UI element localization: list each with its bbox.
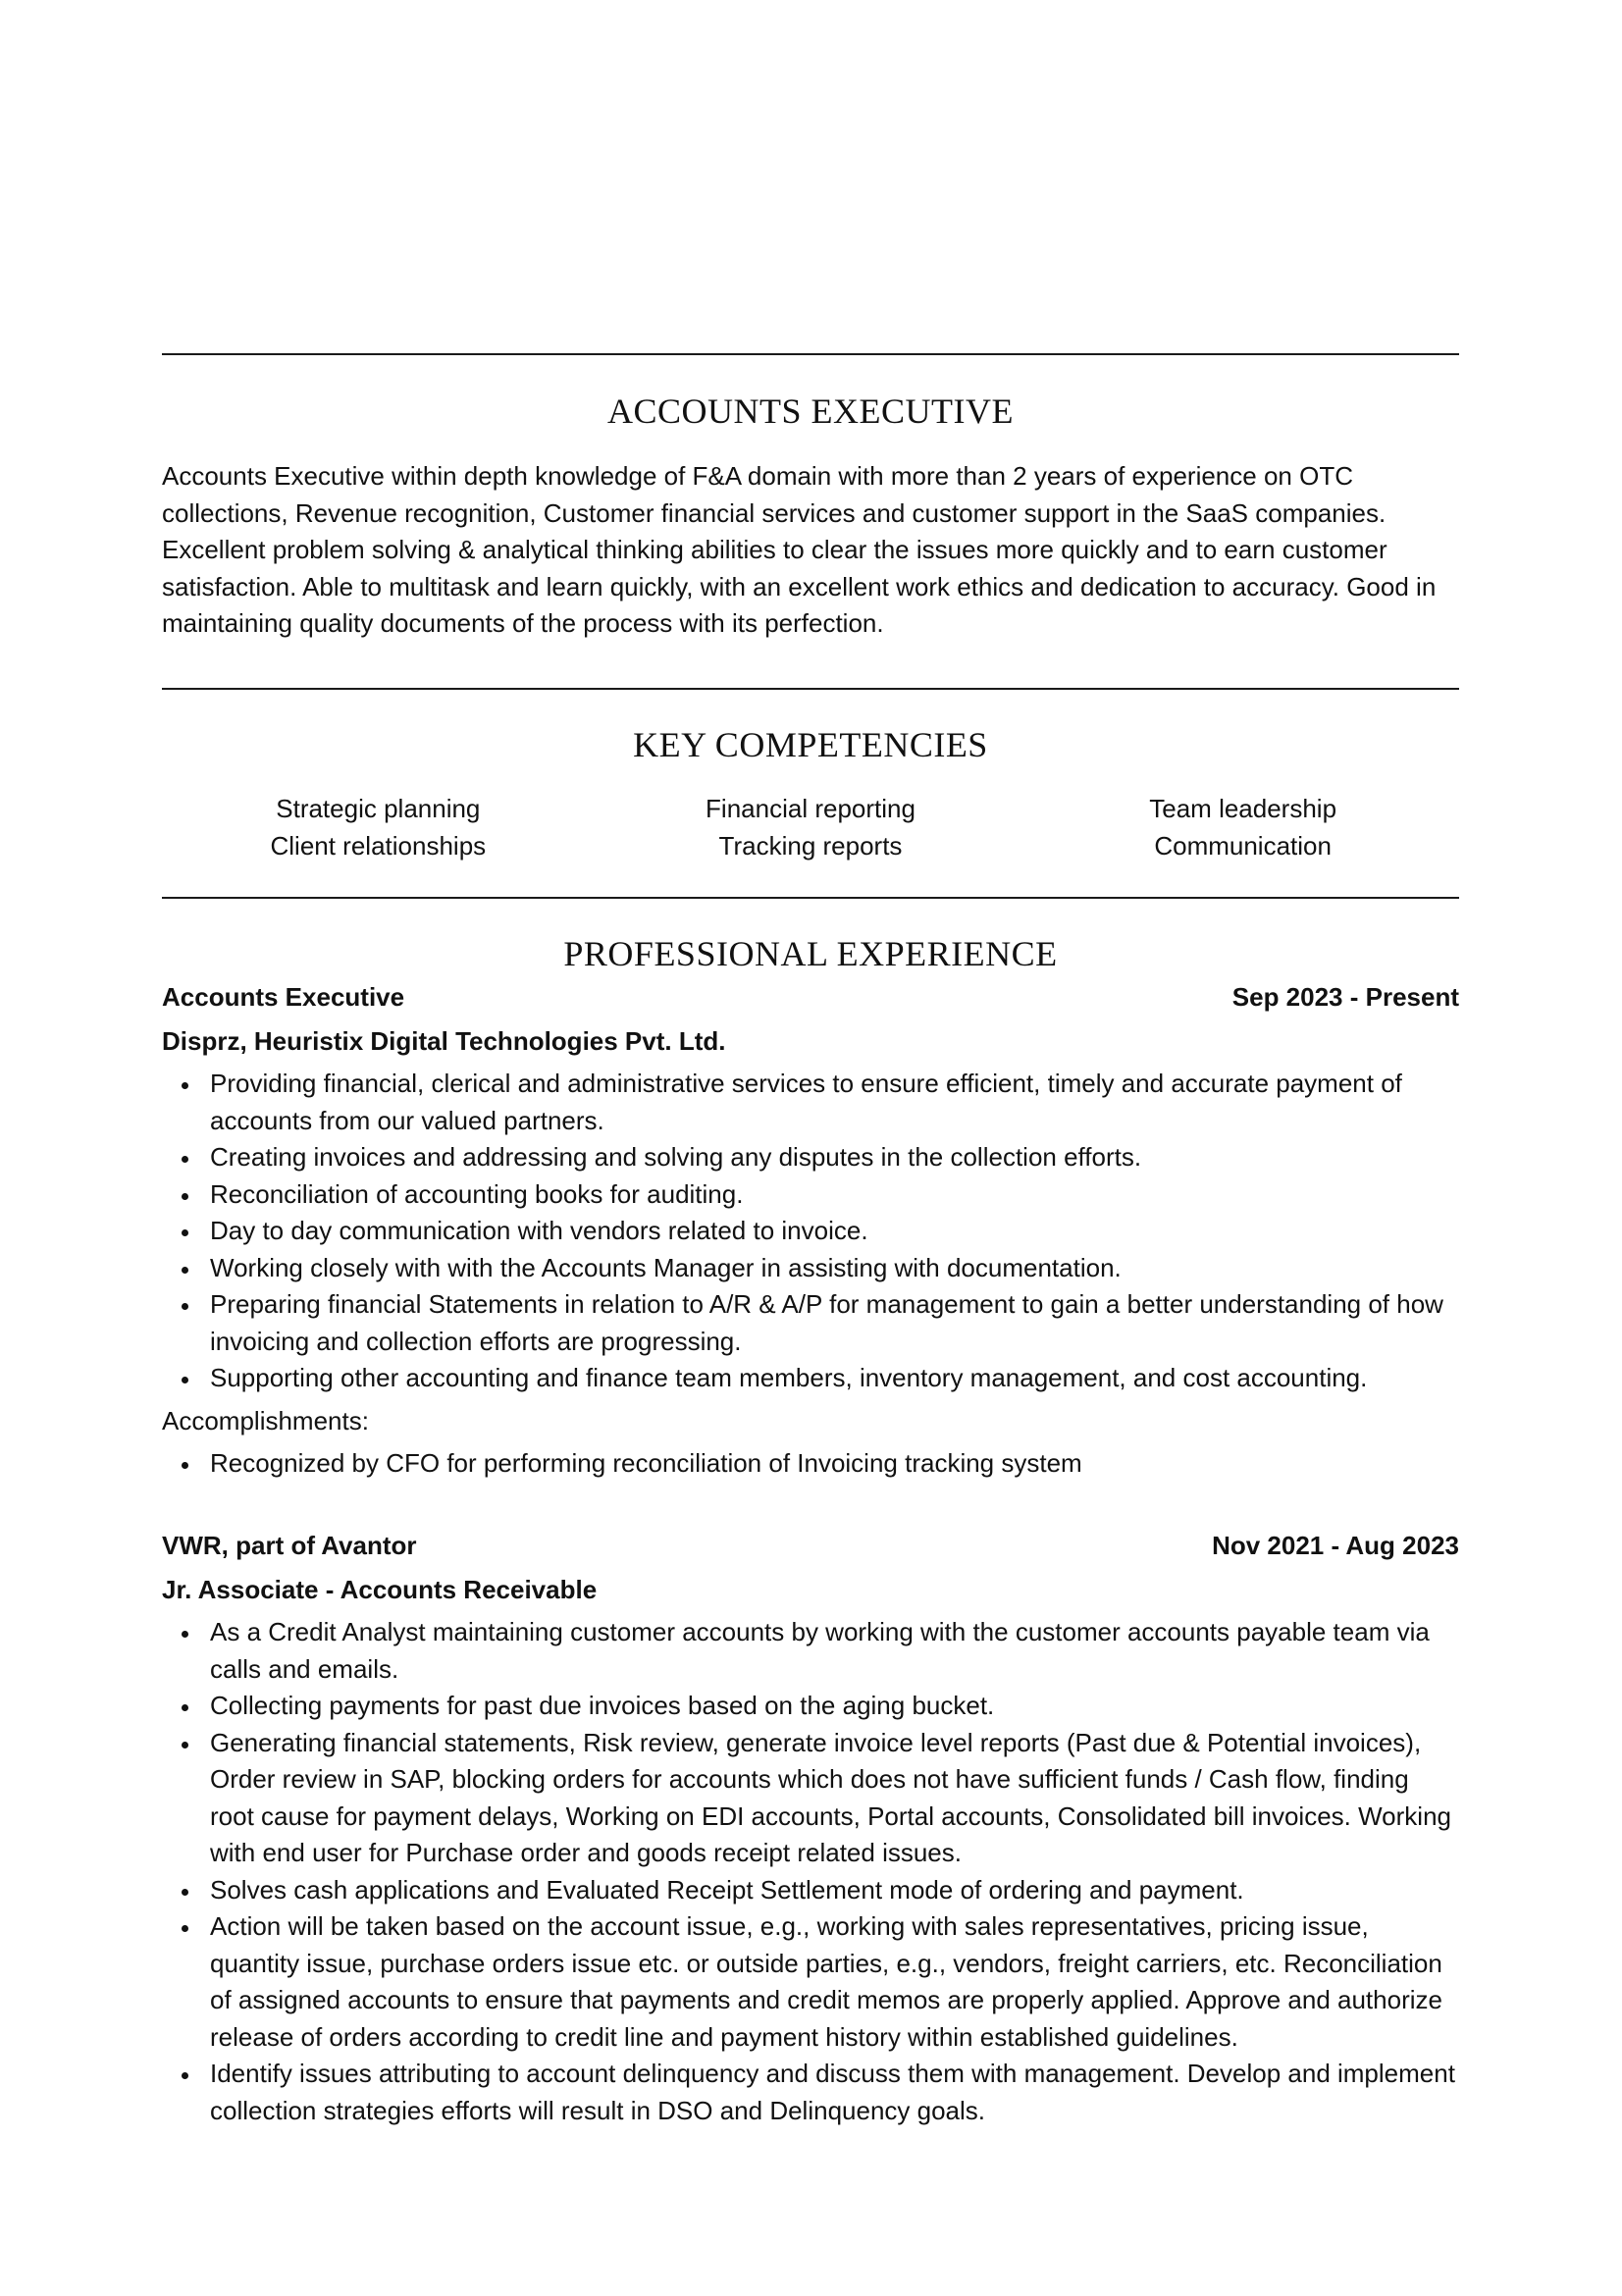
list-item: Generating financial statements, Risk review, generate invoice level reports (Past due & Potential invoices), Order review in SAP, blocking orders for accounts which does not have sufficient funds / Cash flow, finding root cause for payment delays, Working on EDI accounts, Portal accounts, Consolidated bill invoices. Working with end user for Purchase order and goods receipt related issues.	[162, 1725, 1459, 1872]
list-item: Recognized by CFO for performing reconciliation of Invoicing tracking system	[162, 1445, 1459, 1483]
job-title: Jr. Associate - Accounts Receivable	[162, 1574, 598, 1604]
competency-item: Client relationships	[270, 830, 487, 861]
job-title: Accounts Executive	[162, 982, 405, 1012]
job-entry	[162, 979, 1459, 1483]
section-divider	[162, 897, 1459, 899]
competency-item: Financial reporting	[706, 794, 916, 823]
section-divider	[162, 353, 1459, 355]
job-dates: Sep 2023 - Present	[1231, 982, 1459, 1012]
competencies-title: KEY COMPETENCIES	[633, 725, 988, 764]
list-item: Creating invoices and addressing and solving any disputes in the collection efforts.	[162, 1139, 1459, 1176]
job-duties-list	[162, 1614, 1459, 2129]
competency-item: Team leadership	[1149, 794, 1337, 823]
job-header	[162, 979, 1459, 1017]
competency-item: Tracking reports	[718, 830, 903, 861]
list-item: Providing financial, clerical and administrative services to ensure efficient, timely and accurate payment of accounts from our valued partners.	[162, 1066, 1459, 1139]
summary-title: ACCOUNTS EXECUTIVE	[607, 391, 1014, 431]
job-dates: Nov 2021 - Aug 2023	[1212, 1531, 1459, 1560]
list-item: Reconciliation of accounting books for auditing.	[162, 1176, 1459, 1214]
list-item: Collecting payments for past due invoices based on the aging bucket.	[162, 1688, 1459, 1725]
list-item: Working closely with with the Accounts Manager in assisting with documentation.	[162, 1250, 1459, 1287]
list-item: Day to day communication with vendors related to invoice.	[162, 1213, 1459, 1250]
job-header	[162, 1528, 1459, 1565]
list-item: As a Credit Analyst maintaining customer accounts by working with the customer accounts payable team via calls and emails.	[162, 1614, 1459, 1688]
job-duties-list	[162, 1066, 1459, 1397]
list-item: Identify issues attributing to account delinquency and discuss them with management. Develop and implement collection strategies efforts will result in DSO and Delinquency goals.	[162, 2056, 1459, 2129]
job-entry	[162, 1528, 1459, 2129]
list-item: Preparing financial Statements in relation to A/R & A/P for management to gain a better understanding of how invoicing and collection efforts are progressing.	[162, 1286, 1459, 1360]
job-company: Disprz, Heuristix Digital Technologies Pvt. Ltd.	[162, 1025, 726, 1056]
job-company: VWR, part of Avantor	[162, 1531, 417, 1560]
list-item: Action will be taken based on the account issue, e.g., working with sales representatives, pricing issue, quantity issue, purchase orders issue etc. or outside parties, e.g., vendors, freight carriers, etc. Reconciliation of assigned accounts to ensure that payments and credit memos are properly applied. Approve and authorize release of orders according to credit line and payment history within established guidelines.	[162, 1908, 1459, 2056]
accomplishments-label: Accomplishments:	[162, 1405, 369, 1435]
accomplishments-list	[162, 1445, 1459, 1483]
section-divider	[162, 688, 1459, 690]
competency-item: Communication	[1154, 830, 1332, 861]
competency-item: Strategic planning	[276, 794, 481, 823]
experience-title: PROFESSIONAL EXPERIENCE	[563, 934, 1058, 973]
list-item: Supporting other accounting and finance team members, inventory management, and cost accounting.	[162, 1360, 1459, 1397]
competencies-grid	[162, 791, 1459, 864]
summary-text: Accounts Executive within depth knowledge of F&A domain with more than 2 years of experience on OTC collections, Revenue recognition, Customer financial services and customer support in the SaaS companies. Excellent problem solving & analytical thinking abilities to clear the issues more quickly and to earn customer satisfaction. Able to multitask and learn quickly, with an excellent work ethics and dedication to accuracy. Good in maintaining quality documents of the process with its perfection.	[162, 461, 1437, 638]
list-item: Solves cash applications and Evaluated Receipt Settlement mode of ordering and payment.	[162, 1872, 1459, 1909]
